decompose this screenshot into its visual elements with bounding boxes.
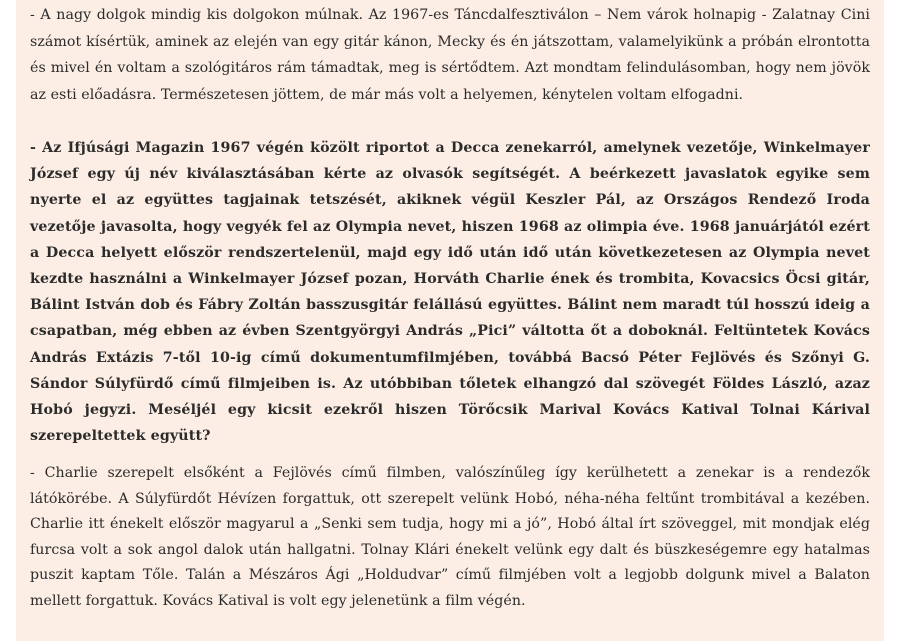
answer-paragraph-2: - Charlie szerepelt elsőként a Fejlövés című filmben, valószínűleg így kerülhetett a zenekar is a rendezők látókörébe. A Súlyfürdőt Hévízen forgattuk, ott szerepelt velünk Hobó, néha-néha feltűnt trombitával a kezében. Charlie itt énekelt először magyarul a „Senki sem tudja, hogy mi a jó”, Hobó által írt szöveggel, mit mondjak elég furcsa volt a sok angol dalok után hallgatni. Tolnay Klári énekelt velünk egy dalt és büszkeségemre egy hatalmas puszit kaptam Tőle. Talán a Mészáros Ági „Holdudvar” című filmjében volt a legjobb dolgunk mivel a Balaton mellett forgattuk. Kovács Katival is volt egy jelenetünk a film végén. (30, 465, 870, 609)
article-body (16, 0, 884, 641)
interview-question: - Az Ifjúsági Magazin 1967 végén közölt riportot a Decca zenekarról, amelynek vezetője, Winkelmayer József egy új név kiválasztásában kérte az olvasók segítségét. A beérkezett javaslatok egyike sem nyerte el az együttes tagjainak tetszését, akiknek végül Keszler Pál, az Országos Rendező Iroda vezetője javasolta, hogy vegyék fel az Olympia nevet, hiszen 1968 az olimpia éve. 1968 januárjától ezért a Decca helyett először rendszertelenül, majd egy idő után idő után következetesen az Olympia nevet kezdte használni a Winkelmayer József pozan, Horváth Charlie ének és trombita, Kovacsics Öcsi gitár, Bálint István dob és Fábry Zoltán basszusgitár felállású együttes. Bálint nem maradt túl hosszú ideig a csapatban, még ebben az évben Szentgyörgyi András „Pici” váltotta őt a doboknál. Feltüntetek Kovács András Extázis 7-től 10-ig című dokumentumfilmjében, továbbá Bacsó Péter Fejlövés és Szőnyi G. Sándor Súlyfürdő című filmjeiben is. Az utóbbiban tőletek elhangzó dal szövegét Földes László, azaz Hobó jegyzi. Meséljél egy kicsit ezekről hiszen Törőcsik Marival Kovács Katival Tolnai Kárival szerepeltettek együtt? (30, 140, 870, 445)
answer-paragraph-1: - A nagy dolgok mindig kis dolgokon múlnak. Az 1967-es Táncdalfesztiválon – Nem várok holnapig - Zalatnay Cini számot kísértük, aminek az elején van egy gitár kánon, Mecky és én játszottam, valamelyikünk a próbán elrontotta és mivel én voltam a szológitáros rám támadtak, meg is sértődtem. Azt mondtam felindulásomban, hogy nem jövök az esti előadásra. Természetesen jöttem, de már más volt a helyemen, kénytelen voltam elfogadni. (30, 7, 870, 103)
